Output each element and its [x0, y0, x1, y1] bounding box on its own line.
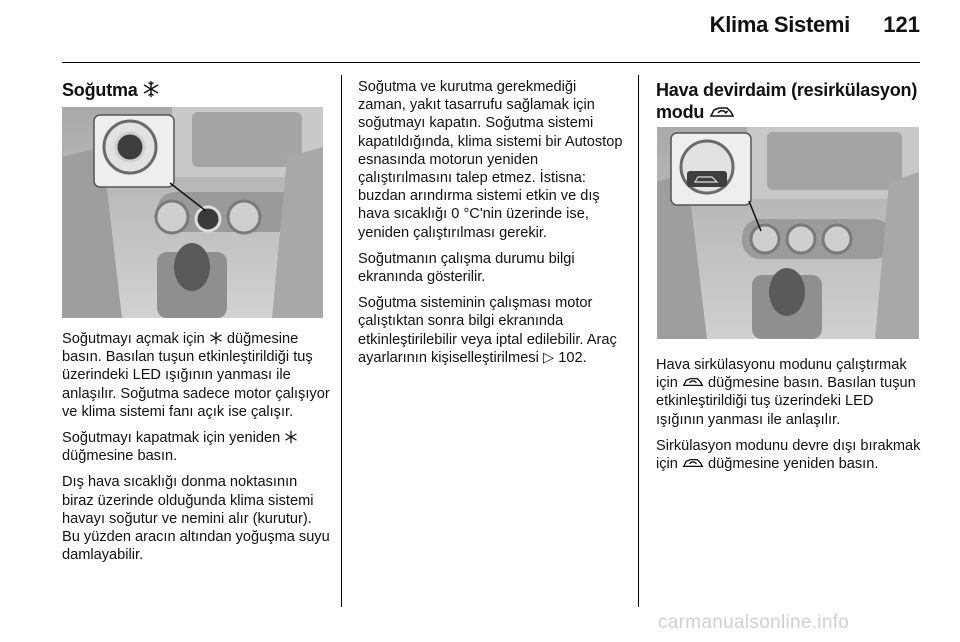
heading-text: Hava devirdaim (resirkülasyon) modu: [656, 80, 918, 122]
text-span: Soğutma sisteminin çalışması motor çalıştıktan sonra bilgi ekranında etkinleştirilebilir veya iptal edilebilir. Araç ayarlarının kişiselleştirilmesi: [358, 295, 617, 366]
text-span: düğmesine basın. Basılan tuşun etkinleştirildiği tuş üzerindeki LED ışığının yanması ile anlaşılır. Soğutma sadece motor çalışıyor ve klima sistemi fanı açık ise çalışır.: [62, 331, 330, 420]
column-1: [62, 79, 332, 101]
column-divider-1: [341, 75, 342, 607]
paragraph: [358, 294, 628, 367]
dashboard-recirculation-figure: [657, 127, 919, 339]
page-reference: 102.: [558, 349, 587, 366]
column-2: [358, 78, 628, 375]
text-span: düğmesine basın. Basılan tuşun etkinleştirildiği tuş üzerindeki LED ışığının yanması ile anlaşılır.: [656, 375, 916, 428]
paragraph: Dış hava sıcaklığı donma noktasının biraz üzerinde olduğunda klima sistemi havayı soğutur ve nemini alır (kurutur). Bu yüzden aracın altından yoğuşma suyu damlayabilir.: [62, 474, 330, 564]
text-span: düğmesine basın.: [62, 448, 178, 465]
text-span: Sirkülasyon modunu devre dışı bırakmak için: [656, 437, 921, 473]
paragraph: [62, 330, 332, 421]
paragraph: Soğutma ve kurutma gerekmediği zaman, yakıt tasarrufu sağlamak için soğutmayı kapatın. Soğutma sistemi kapatıldığında, klima sistemi bir Autostop esnasında motorun yeniden çalıştırılmasını talep etmez. İstisna: buzdan arındırma sistemi etkin ve dış hava sıcaklığı 0 °C'nin üzerinde ise, yeniden çalıştırılması gerekir.: [358, 79, 623, 241]
text-span: Hava sirkülasyonu modunu çalıştırmak için: [656, 357, 907, 392]
paragraph: [656, 437, 922, 473]
column-3: [656, 79, 922, 123]
snowflake-icon: [209, 331, 223, 345]
car-recirculation-icon: [682, 456, 704, 470]
paragraph: [62, 429, 332, 465]
car-recirculation-icon: [682, 375, 704, 389]
paragraph: [656, 356, 922, 429]
car-recirculation-icon: [709, 104, 735, 120]
page-number: 121: [883, 12, 920, 37]
column-3-text: [656, 356, 922, 481]
page-header-title: Klima Sistemi: [709, 12, 850, 37]
text-span: Soğutmayı kapatmak için yeniden: [62, 430, 281, 447]
section-heading-cooling: [62, 79, 332, 101]
snowflake-icon: [142, 80, 160, 98]
snowflake-icon: [284, 430, 298, 444]
heading-text: Soğutma: [62, 80, 138, 100]
column-divider-2: [638, 75, 639, 607]
dashboard-cooling-figure: [62, 107, 323, 318]
paragraph: Soğutmanın çalışma durumu bilgi ekranında gösterilir.: [358, 250, 575, 286]
header-rule: [62, 62, 920, 63]
text-span: Soğutmayı açmak için: [62, 331, 205, 347]
section-heading-recirculation: [656, 79, 922, 123]
page-reference-icon: ▷: [542, 349, 555, 366]
watermark: carmanualsonline.info: [658, 612, 850, 633]
text-span: düğmesine yeniden basın.: [708, 456, 879, 473]
column-1-text: [62, 330, 332, 572]
